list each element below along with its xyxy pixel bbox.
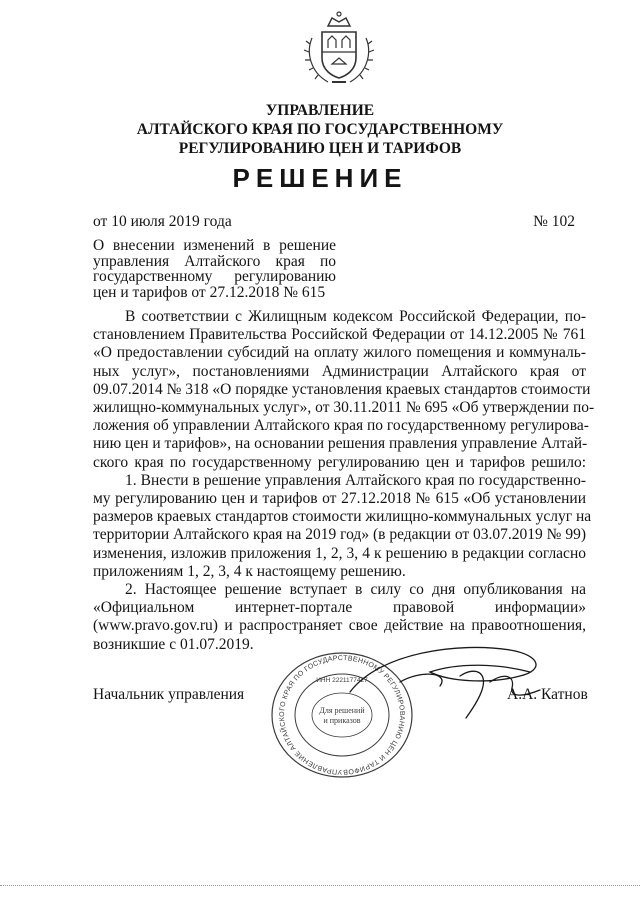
body-line: «Официальном интернет-портале правовой информации» [93, 599, 586, 617]
body-line: размеров краевых стандартов стоимости жилищно-коммунальных услуг на [93, 508, 592, 526]
org-line: РЕГУЛИРОВАНИЮ ЦЕН И ТАРИФОВ [178, 140, 462, 157]
stamp-inner-text: и приказов [323, 716, 361, 725]
stamp-ring-text: УПРАВЛЕНИЕ АЛТАЙСКОГО КРАЯ ПО ГОСУДАРСТВЕННОМУ РЕГУЛИРОВАНИЮ ЦЕН И ТАРИФОВ [279, 654, 406, 776]
page-bottom-divider [0, 885, 640, 886]
subject-line: государственному регулированию [93, 268, 336, 285]
body-line: становлением Правительства Российской Федерации от 14.12.2005 № 761 [93, 326, 586, 344]
body-line: му регулированию цен и тарифов от 27.12.2018 № 615 «Об установлении [93, 490, 586, 508]
body-line: 1. Внести в решение управления Алтайского края по государственно- [125, 471, 586, 489]
body-line: возникшие с 01.07.2019. [93, 635, 254, 653]
coat-of-arms-emblem [298, 8, 380, 90]
body-line: территории Алтайского края на 2019 год» (в редакции от 03.07.2019 № 99) [93, 526, 586, 544]
subject-line: О внесении изменений в решение [93, 237, 336, 254]
organization-header [0, 101, 640, 158]
body-line: ложения об управлении Алтайского края по государственному регулирова- [93, 417, 589, 435]
body-line: (www.pravo.gov.ru) и распространяет свое действие на правоотношения, [93, 617, 586, 635]
handwritten-signature [340, 642, 580, 722]
body-line: ского края по государственному регулированию цен и тарифов решило: [93, 453, 586, 471]
subject-line: управления Алтайского края по [93, 252, 336, 270]
signatory-title: Начальник управления [93, 686, 245, 703]
body-line: «О предоставлении субсидий на оплату жилого помещения и коммуналь- [93, 344, 586, 362]
body-line: изменения, изложив приложения 1, 2, 3, 4 к решению в редакции согласно [93, 544, 586, 562]
signatory-name: А.А. Катнов [507, 686, 588, 703]
body-line: 09.07.2014 № 318 «О порядке установления краевых стандартов стоимости [93, 380, 591, 398]
document-body [93, 308, 595, 654]
stamp-inner-text: Для решений [319, 706, 365, 715]
document-number: № 102 [533, 213, 575, 230]
body-line: приложениям 1, 2, 3, 4 к настоящему решению. [93, 562, 406, 580]
document-subject [93, 238, 336, 300]
body-line: нию цен и тарифов», на основании решения правления управление Алтай- [93, 435, 588, 453]
document-type-title: РЕШЕНИЕ [232, 163, 408, 193]
subject-line: цен и тарифов от 27.12.2018 № 615 [93, 283, 326, 301]
org-line: УПРАВЛЕНИЕ [265, 102, 375, 119]
stamp-inn-text: ИНН 2221177427 [316, 677, 368, 684]
org-line: АЛТАЙСКОГО КРАЯ ПО ГОСУДАРСТВЕННОМУ [136, 121, 504, 138]
body-line: В соответствии с Жилищным кодексом Российской Федерации, по- [125, 308, 586, 325]
body-line: 2. Настоящее решение вступает в силу со дня опубликования на [125, 581, 586, 599]
body-line: ных услуг», постановлениями Администрации Алтайского края от [93, 362, 586, 380]
document-date: от 10 июля 2019 года [93, 213, 232, 230]
body-line: жилищно-коммунальных услуг», от 30.11.2011 № 695 «Об утверждении по- [93, 399, 595, 417]
